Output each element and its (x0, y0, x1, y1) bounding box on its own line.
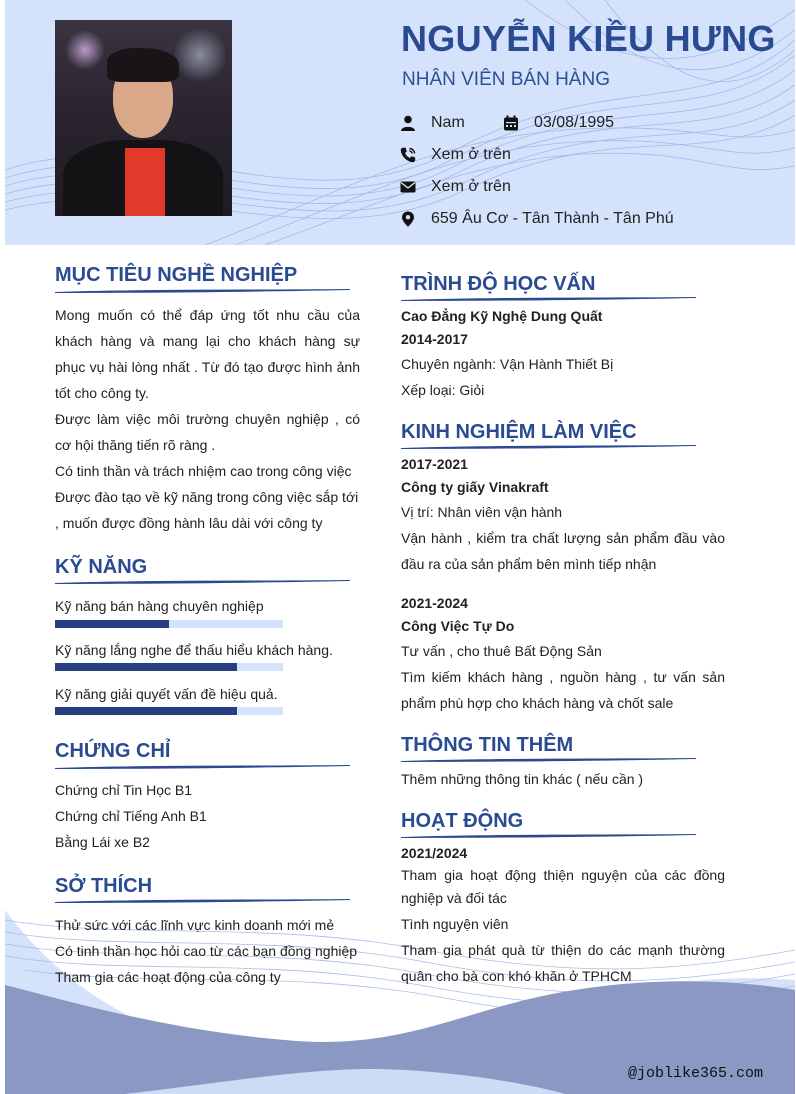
education-school: Cao Đẳng Kỹ Nghệ Dung Quất (401, 308, 603, 324)
info-phone-row (400, 144, 511, 166)
experience-position: Tư vấn , cho thuê Bất Động Sản (401, 643, 602, 659)
experience-company: Công Việc Tự Do (401, 618, 515, 634)
profile-photo (55, 20, 232, 216)
calendar-icon (503, 115, 519, 131)
objective-underline (55, 288, 350, 294)
extra-info-text: Thêm những thông tin khác ( nếu cần ) (401, 771, 644, 787)
skill-label-2: Kỹ năng lắng nghe để thấu hiểu khách hàng. (55, 642, 333, 658)
skills-title: KỸ NĂNG (55, 556, 148, 578)
skill-bar-1 (55, 620, 283, 628)
experience-description: Tìm kiếm khách hàng , nguồn hàng , tư vấn sản phẩm phù hợp cho khách hàng và chốt sale (401, 669, 725, 711)
experience-company: Công ty giấy Vinakraft (401, 479, 549, 495)
map-pin-icon (400, 211, 416, 227)
certificates-underline (55, 764, 350, 770)
experience-title: KINH NGHIỆM LÀM VIỆC (401, 421, 637, 443)
extra-info-title: THÔNG TIN THÊM (401, 734, 574, 756)
user-icon (400, 115, 416, 131)
education-major: Chuyên ngành: Vận Hành Thiết Bị (401, 356, 614, 372)
phone-value: Xem ở trên (431, 146, 511, 163)
objective-paragraph-4: Được đào tạo về kỹ năng trong công việc sắp tới , muốn được đồng hành lâu dài với công ty (55, 489, 359, 531)
extra-info-underline (401, 757, 696, 763)
skill-bar-fill (55, 620, 169, 628)
experience-description: Vận hành , kiểm tra chất lượng sản phẩm đầu vào đầu ra của sản phẩm bên mình tiếp nhận (401, 530, 725, 572)
skills-underline (55, 579, 350, 585)
skill-bar-fill (55, 707, 237, 715)
skill-bar-3 (55, 707, 283, 715)
hobby-item: Tham gia các hoạt động của công ty (55, 969, 281, 985)
skill-bar-2 (55, 663, 283, 671)
email-value: Xem ở trên (431, 178, 511, 195)
experience-underline (401, 444, 696, 450)
activities-line-1: Tham gia hoạt động thiện nguyện của các đồng nghiệp và đối tác (401, 867, 725, 906)
activities-line-3: Tham gia phát quà từ thiện do các mạnh thường quân cho bà con khó khăn ở TPHCM (401, 942, 725, 984)
hobby-item: Có tinh thần học hỏi cao từ các bạn đồng nghiệp (55, 943, 358, 959)
objective-paragraph-2: Được làm việc môi trường chuyên nghiệp , có cơ hội thăng tiến rõ ràng . (55, 411, 360, 453)
candidate-name: NGUYỄN KIỀU HƯNG (401, 18, 776, 59)
skill-label-3: Kỹ năng giải quyết vấn đề hiệu quả. (55, 686, 278, 702)
certificate-item: Chứng chỉ Tin Học B1 (55, 782, 192, 798)
job-title: NHÂN VIÊN BÁN HÀNG (402, 69, 610, 90)
footer-website: @joblike365.com (627, 1065, 763, 1082)
education-rank: Xếp loại: Giỏi (401, 382, 485, 398)
info-address-row (400, 208, 674, 230)
education-period: 2014-2017 (401, 331, 468, 347)
info-gender-row (400, 112, 614, 134)
objective-title: MỤC TIÊU NGHỀ NGHIỆP (55, 264, 298, 286)
activities-underline (401, 833, 696, 839)
envelope-icon (400, 179, 416, 195)
hobby-item: Thử sức với các lĩnh vực kinh doanh mới mẻ (55, 917, 335, 933)
certificate-item: Bằng Lái xe B2 (55, 834, 150, 850)
objective-paragraph-1: Mong muốn có thể đáp ứng tốt nhu cầu của khách hàng và mang lại cho khách hàng sự phục vụ hài lòng nhất . Từ đó tạo được hình ảnh tốt cho công ty. (55, 307, 360, 401)
certificates-title: CHỨNG CHỈ (55, 740, 171, 762)
experience-period: 2021-2024 (401, 595, 468, 611)
education-title: TRÌNH ĐỘ HỌC VẤN (401, 273, 596, 295)
education-underline (401, 296, 696, 302)
experience-period: 2017-2021 (401, 456, 468, 472)
objective-paragraph-3: Có tinh thần và trách nhiệm cao trong công việc (55, 463, 352, 479)
activities-title: HOẠT ĐỘNG (401, 810, 524, 832)
gender-value: Nam (431, 114, 465, 131)
skill-bar-fill (55, 663, 237, 671)
activities-line-2: Tình nguyện viên (401, 916, 509, 932)
skill-label-1: Kỹ năng bán hàng chuyên nghiệp (55, 598, 264, 614)
experience-position: Vị trí: Nhân viên vận hành (401, 504, 563, 520)
activities-period: 2021/2024 (401, 845, 468, 861)
info-email-row (400, 176, 511, 198)
hobbies-title: SỞ THÍCH (55, 875, 153, 897)
address-value: 659 Âu Cơ - Tân Thành - Tân Phú (431, 210, 674, 227)
certificate-item: Chứng chỉ Tiếng Anh B1 (55, 808, 207, 824)
birthdate-value: 03/08/1995 (534, 114, 615, 131)
phone-icon (400, 147, 416, 163)
hobbies-underline (55, 898, 350, 904)
